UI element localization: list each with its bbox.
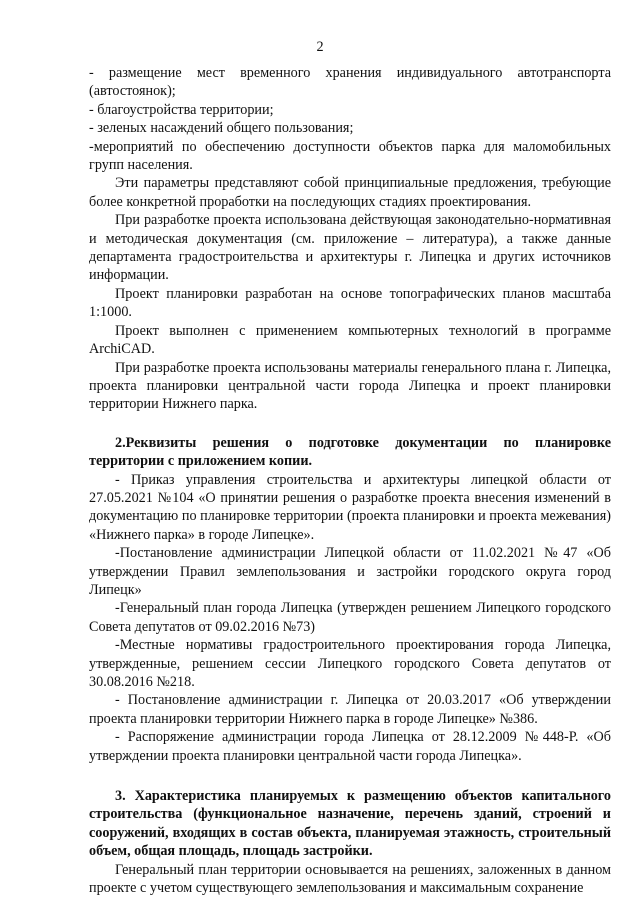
paragraph: При разработке проекта использованы материалы генерального плана г. Липецка, проекта планировки центральной части города Липецка и проект планировки территории Нижнего парка.: [89, 359, 611, 413]
list-item: - благоустройства территории;: [89, 101, 274, 118]
document-body: [89, 64, 611, 897]
paragraph: -Постановление администрации Липецкой области от 11.02.2021 №47 «Об утверждении Правил землепользования и застройки городского округа город Липецк»: [89, 545, 611, 598]
paragraph: - Постановление администрации г. Липецка от 20.03.2017 «Об утверждении проекта планировки территории Нижнего парка в городе Липецке» №386.: [89, 692, 611, 727]
paragraph: Генеральный план территории основывается на решениях, заложенных в данном проекте с учетом существующего землепользования и максимальным сохранение: [89, 861, 611, 897]
page-number: 2: [316, 39, 324, 55]
section-heading: 3. Характеристика планируемых к размещению объектов капитального строительства (функциональное назначение, перечень зданий, строений и сооружений, входящих в состав объекта, планируемая этажность, строительный объем, общая площадь, площадь застройки.: [89, 788, 611, 860]
paragraph: Эти параметры представляют собой принципиальные предложения, требующие более конкретной проработки на последующих стадиях проектирования.: [89, 175, 611, 210]
list-item: -мероприятий по обеспечению доступности объектов парка для маломобильных групп населения.: [89, 138, 611, 174]
section-heading: 2.Реквизиты решения о подготовке документации по планировке территории с приложением копии.: [89, 434, 611, 470]
paragraph: - Приказ управления строительства и архитектуры липецкой области от 27.05.2021 №104 «О принятии решения о разработке проекта внесения изменений в документацию по планировке территории (проекта планировки и проекта межевания) «Нижнего парка» в городе Липецке».: [89, 471, 611, 543]
list-item: - размещение мест временного хранения индивидуального автотранспорта (автостоянок);: [89, 65, 611, 100]
paragraph: При разработке проекта использована действующая законодательно-нормативная и методическая документация (см. приложение – литература), а также данные департамента градостроительства и архитектуры г. Липецка и других источников информации.: [89, 212, 611, 284]
paragraph: -Местные нормативы градостроительного проектирования города Липецка, утвержденные, решением сессии Липецкого городского Совета депутатов от 30.08.2016 №218.: [89, 637, 611, 690]
paragraph: - Распоряжение администрации города Липецка от 28.12.2009 №448-Р. «Об утверждении проекта планировки центральной части города Липецка».: [89, 729, 611, 764]
list-item: - зеленых насаждений общего пользования;: [89, 120, 354, 137]
paragraph: -Генеральный план города Липецка (утвержден решением Липецкого городского Совета депутатов от 09.02.2016 №73): [89, 600, 611, 635]
paragraph: Проект планировки разработан на основе топографических планов масштаба 1:1000.: [89, 285, 611, 321]
paragraph: Проект выполнен с применением компьютерных технологий в программе ArchiCAD.: [89, 322, 611, 358]
